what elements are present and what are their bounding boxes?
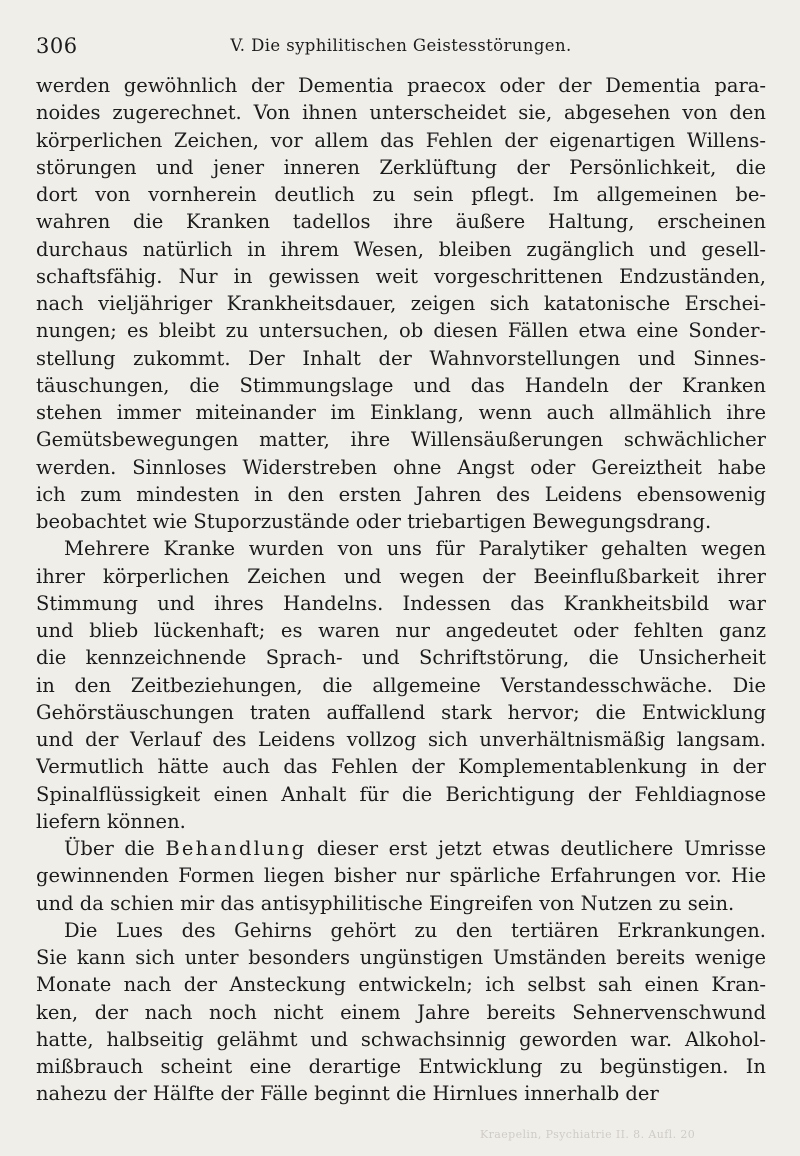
text-line: nungen; es bleibt zu untersuchen, ob diesen Fällen etwa eine Sonder-: [36, 319, 766, 343]
text-line: dort von vornherein deutlich zu sein pflegt. Im allgemeinen be-: [36, 183, 766, 206]
text-line: ich zum mindesten in den ersten Jahren des Leidens ebensowenig: [36, 482, 766, 506]
page-header: [36, 34, 766, 58]
text-line: und der Verlauf des Leidens vollzog sich unverhältnismäßig langsam.: [36, 728, 766, 751]
text-line: stehen immer miteinander im Einklang, wenn auch allmählich ihre: [36, 401, 766, 424]
text-line: Spinalflüssigkeit einen Anhalt für die Berichtigung der Fehldiagnose: [36, 782, 766, 806]
text-line: störungen und jener inneren Zerklüftung der Persönlichkeit, die: [36, 155, 766, 179]
text-line: täuschungen, die Stimmungslage und das Handeln der Kranken: [36, 373, 766, 397]
text-line: stellung zukommt. Der Inhalt der Wahnvorstellungen und Sinnes-: [36, 346, 766, 370]
text-line: in den Zeitbeziehungen, die allgemeine Verstandesschwäche. Die: [36, 673, 766, 697]
text-line: Die Lues des Gehirns gehört zu den tertiären Erkrankungen.: [64, 918, 766, 942]
text-line: Mehrere Kranke wurden von uns für Paralytiker gehalten wegen: [64, 537, 766, 561]
page-number: 306: [36, 34, 78, 58]
text-line: gewinnenden Formen liegen bisher nur spärliche Erfahrungen vor. Hie: [36, 864, 766, 888]
text-line: werden gewöhnlich der Dementia praecox oder der Dementia para-: [36, 74, 766, 97]
text-line: Monate nach der Ansteckung entwickeln; ich selbst sah einen Kran-: [36, 973, 766, 997]
text-line: durchaus natürlich in ihrem Wesen, bleiben zugänglich und gesell-: [36, 237, 766, 261]
running-title: V. Die syphilitischen Geistesstörungen.: [230, 36, 572, 55]
text-line: Gemütsbewegungen matter, ihre Willensäußerungen schwächlicher: [36, 428, 766, 452]
text-line: und da schien mir das antisyphilitische Eingreifen von Nutzen zu sein.: [36, 891, 735, 915]
text-line: wahren die Kranken tadellos ihre äußere Haltung, erscheinen: [36, 210, 766, 234]
text-line: nach vieljähriger Krankheitsdauer, zeigen sich katatonische Erschei-: [36, 292, 766, 315]
text-line: Stimmung und ihres Handelns. Indessen das Krankheitsbild war: [36, 591, 766, 615]
emphasized-word: Behandlung: [165, 837, 307, 860]
text-line: nahezu der Hälfte der Fälle beginnt die Hirnlues innerhalb der: [36, 1082, 659, 1106]
text-line: liefern können.: [36, 809, 186, 833]
text-line: Sie kann sich unter besonders ungünstigen Umständen bereits wenige: [36, 946, 766, 969]
show-through-footer: Kraepelin, Psychiatrie II. 8. Aufl. 20: [480, 1128, 696, 1141]
paragraph: [36, 535, 766, 835]
text-line: körperlichen Zeichen, vor allem das Fehlen der eigenartigen Willens-: [36, 128, 766, 152]
body-text: [36, 72, 766, 1108]
text-line: schaftsfähig. Nur in gewissen weit vorgeschrittenen Endzuständen,: [36, 264, 766, 288]
text-line: Gehörstäuschungen traten auffallend stark hervor; die Entwicklung: [36, 700, 766, 724]
text-line: ihrer körperlichen Zeichen und wegen der Beeinflußbarkeit ihrer: [36, 564, 766, 588]
paragraph: [36, 835, 766, 917]
text-line: Vermutlich hätte auch das Fehlen der Komplementablenkung in der: [36, 755, 766, 779]
text-line: werden. Sinnloses Widerstreben ohne Angst oder Gereiztheit habe: [36, 455, 766, 479]
text-line: hatte, halbseitig gelähmt und schwachsinnig geworden war. Alkohol-: [36, 1027, 766, 1051]
text-line: ken, der nach noch nicht einem Jahre bereits Sehnervenschwund: [36, 1000, 766, 1024]
text-line: noides zugerechnet. Von ihnen unterscheidet sie, abgesehen von den: [36, 101, 766, 125]
text-line: mißbrauch scheint eine derartige Entwicklung zu begünstigen. In: [36, 1055, 766, 1078]
text-line: und blieb lückenhaft; es waren nur angedeutet oder fehlten ganz: [36, 619, 766, 642]
text-line: die kennzeichnende Sprach- und Schriftstörung, die Unsicherheit: [36, 646, 766, 670]
paragraph: [36, 72, 766, 535]
paragraph: [36, 917, 766, 1108]
text-line: Über die Behandlung dieser erst jetzt etwas deutlichere Umrisse: [64, 837, 766, 860]
text-line: beobachtet wie Stuporzustände oder triebartigen Bewegungsdrang.: [36, 510, 712, 533]
